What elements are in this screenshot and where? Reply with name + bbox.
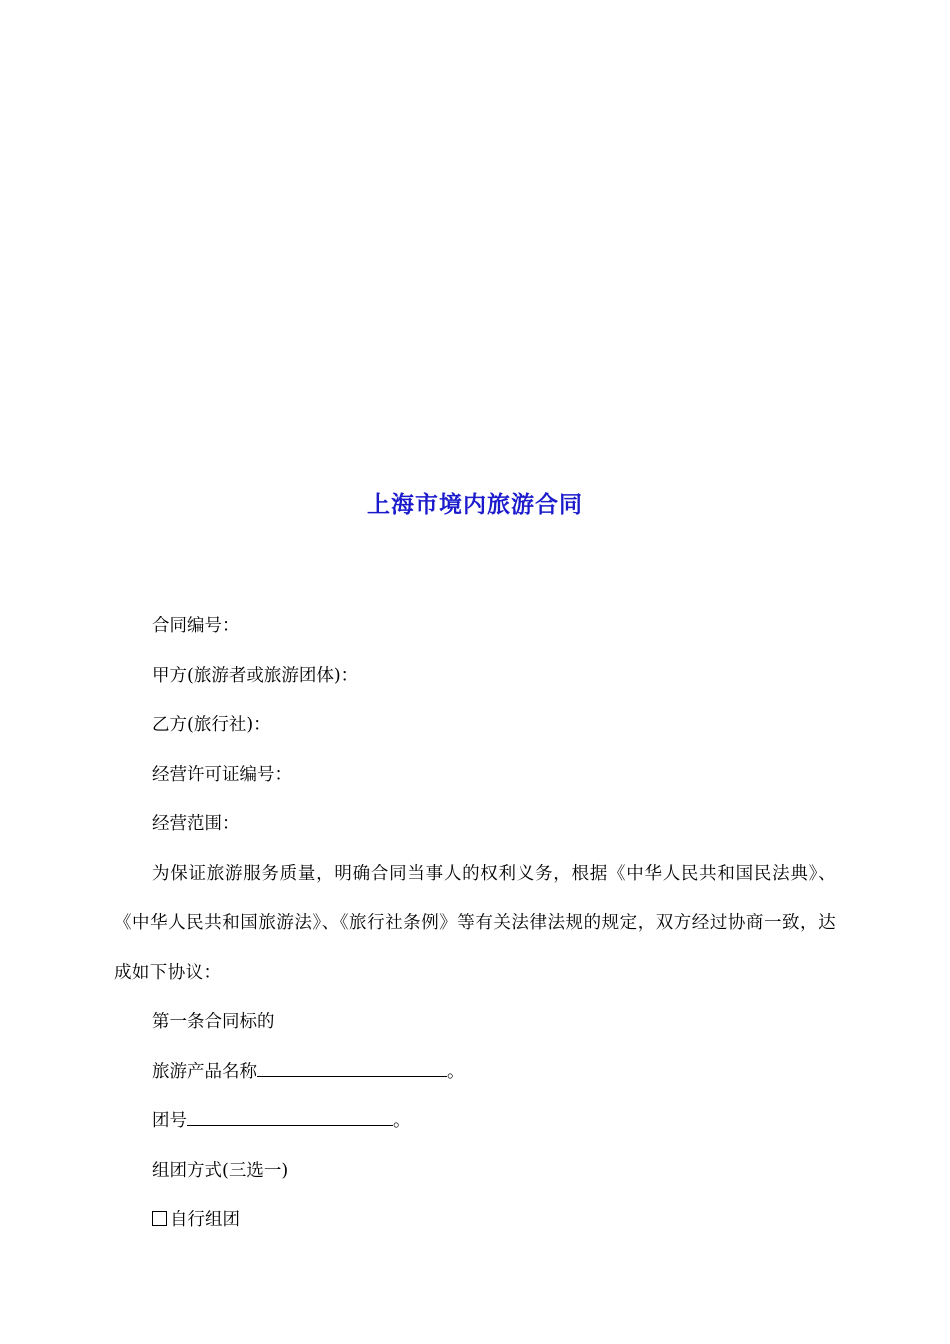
preamble-paragraph: 为保证旅游服务质量，明确合同当事人的权利义务，根据《中华人民共和国民法典》、《中华人民共和国旅游法》、《旅行社条例》等有关法律法规的规定，双方经过协商一致，达成如下协议： [114,863,836,983]
group-number-label: 团号 [152,1111,187,1131]
option-self-organized [114,1196,836,1246]
party-b-line: 乙方(旅行社)： [152,715,271,735]
document-body [114,602,836,1246]
product-name-line [114,1048,836,1098]
group-method-line: 组团方式(三选一) [152,1160,289,1181]
group-number-suffix: 。 [393,1111,411,1131]
product-name-label: 旅游产品名称 [152,1061,257,1082]
group-number-line [114,1097,836,1147]
document-title: 上海市境内旅游合同 [367,491,583,518]
business-scope-line: 经营范围： [152,814,240,834]
checkbox-icon[interactable] [152,1211,167,1226]
option-self-label: 自行组团 [170,1210,240,1230]
product-name-suffix: 。 [447,1061,465,1082]
product-name-blank[interactable] [257,1062,447,1077]
article-1-heading: 第一条合同标的 [152,1012,275,1032]
party-a-line: 甲方(旅游者或旅游团体)： [152,665,359,686]
group-number-blank[interactable] [187,1111,393,1126]
license-number-line: 经营许可证编号： [152,764,292,785]
contract-number-line: 合同编号： [152,616,240,636]
